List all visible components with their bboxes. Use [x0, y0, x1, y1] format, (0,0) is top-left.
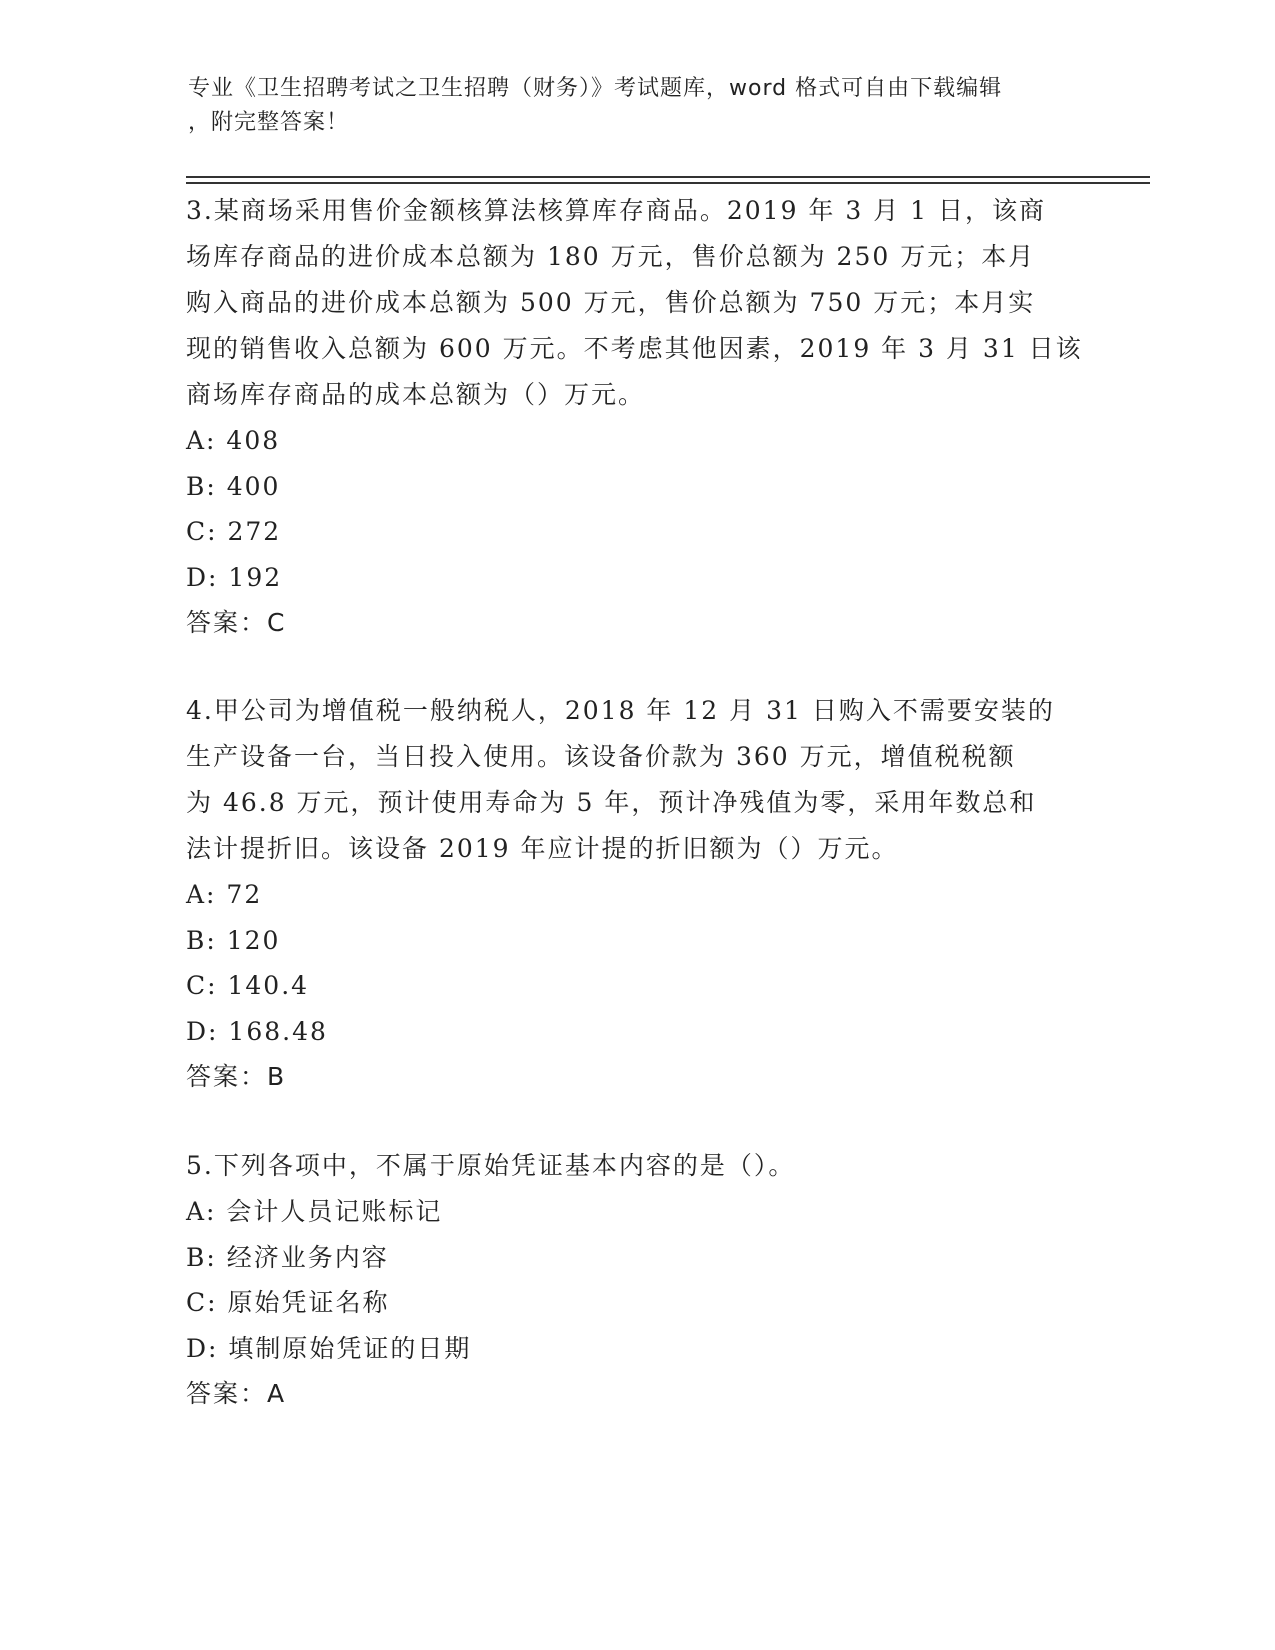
- question-4: [186, 688, 1086, 1100]
- question-stem-line: 场库存商品的进价成本总额为 180 万元，售价总额为 250 万元；本月: [186, 242, 1036, 271]
- question-stem-line: 购入商品的进价成本总额为 500 万元，售价总额为 750 万元；本月实: [186, 288, 1036, 317]
- header-divider-top: [186, 176, 1150, 178]
- option-a: A: 会计人员记账标记: [186, 1197, 443, 1226]
- header-divider-bottom: [186, 182, 1150, 184]
- header-line-2: ，附完整答案！: [188, 110, 350, 135]
- question-3: [186, 188, 1086, 646]
- option-b: B: 经济业务内容: [186, 1242, 389, 1272]
- option-d: D: 填制原始凭证的日期: [186, 1333, 472, 1363]
- question-stem-line: 法计提折旧。该设备 2019 年应计提的折旧额为（）万元。: [186, 834, 899, 863]
- question-stem-line: 现的销售收入总额为 600 万元。不考虑其他因素，2019 年 3 月 31 日该: [186, 334, 1083, 363]
- option-c: C: 272: [186, 517, 282, 546]
- question-stem-line: 4.甲公司为增值税一般纳税人，2018 年 12 月 31 日购入不需要安装的: [186, 696, 1055, 725]
- answer-label: 答案：C: [186, 608, 287, 637]
- option-a: A: 408: [186, 426, 281, 455]
- option-c: C: 140.4: [186, 971, 310, 1000]
- question-stem-line: 商场库存商品的成本总额为（）万元。: [186, 380, 646, 409]
- question-stem-line: 3.某商场采用售价金额核算法核算库存商品。2019 年 3 月 1 日，该商: [186, 196, 1047, 225]
- document-header: [188, 72, 1078, 140]
- answer-label: 答案：B: [186, 1062, 287, 1091]
- option-b: B: 120: [186, 925, 281, 955]
- question-5: [186, 1143, 1086, 1417]
- answer-label: 答案：A: [186, 1379, 287, 1408]
- option-b: B: 400: [186, 471, 281, 501]
- question-stem-line: 5.下列各项中，不属于原始凭证基本内容的是（）。: [186, 1151, 796, 1180]
- option-d: D: 192: [186, 562, 283, 592]
- header-line-1: 专业《卫生招聘考试之卫生招聘（财务）》考试题库，word 格式可自由下载编辑: [188, 76, 1003, 101]
- option-c: C: 原始凭证名称: [186, 1288, 390, 1317]
- question-stem-line: 生产设备一台，当日投入使用。该设备价款为 360 万元，增值税税额: [186, 742, 1016, 771]
- question-stem-line: 为 46.8 万元，预计使用寿命为 5 年，预计净残值为零，采用年数总和: [186, 788, 1037, 817]
- option-d: D: 168.48: [186, 1016, 328, 1046]
- option-a: A: 72: [186, 880, 263, 909]
